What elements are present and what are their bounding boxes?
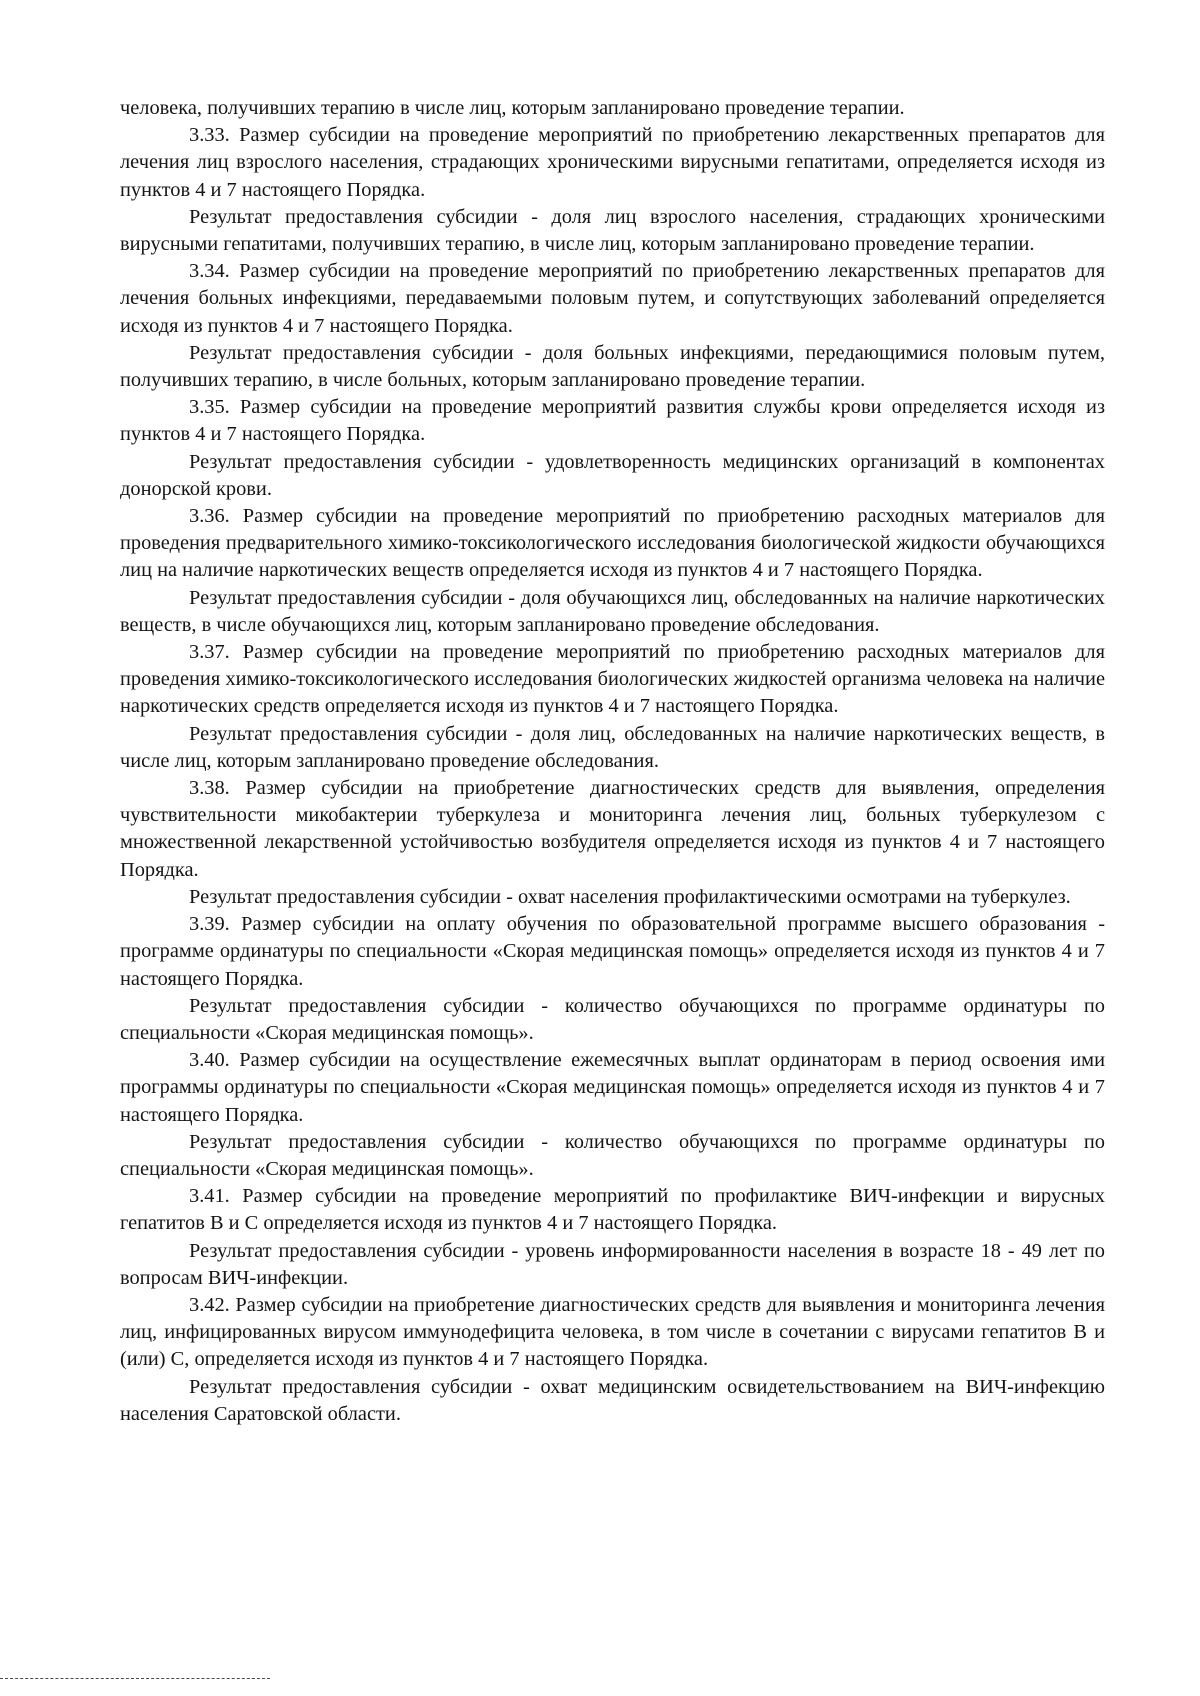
- paragraph-3-39-result: Результат предоставления субсидии - количество обучающихся по программе ординатуры по специальности «Скорая медицинская помощь».: [120, 994, 1105, 1044]
- document-body: [120, 95, 1105, 1428]
- paragraph-3-36: 3.36. Размер субсидии на проведение мероприятий по приобретению расходных материалов для проведения предварительного химико-токсикологического исследования биологической жидкости обучающихся лиц на наличие наркотических веществ определяется исходя из пунктов 4 и 7 настоящего Порядка.: [120, 505, 1105, 582]
- paragraph-3-38-result: Результат предоставления субсидии - охват населения профилактическими осмотрами на туберкулез.: [189, 885, 1071, 908]
- paragraph-3-41-result: Результат предоставления субсидии - уровень информированности населения в возрасте 18 - 49 лет по вопросам ВИЧ-инфекции.: [120, 1239, 1105, 1289]
- paragraph-3-33-result: Результат предоставления субсидии - доля лиц взрослого населения, страдающих хроническими вирусными гепатитами, получивших терапию, в числе лиц, которым запланировано проведение терапии.: [120, 205, 1105, 256]
- paragraph-3-37: 3.37. Размер субсидии на проведение мероприятий по приобретению расходных материалов для проведения химико-токсикологического исследования биологических жидкостей организма человека на наличие наркотических средств определяется исходя из пунктов 4 и 7 настоящего Порядка.: [120, 641, 1105, 718]
- paragraph-3-35-result: Результат предоставления субсидии - удовлетворенность медицинских организаций в компонентах донорской крови.: [120, 450, 1105, 500]
- paragraph-3-41: 3.41. Размер субсидии на проведение мероприятий по профилактике ВИЧ-инфекции и вирусных гепатитов В и С определяется исходя из пунктов 4 и 7 настоящего Порядка.: [120, 1185, 1105, 1235]
- paragraph-3-36-result: Результат предоставления субсидии - доля обучающихся лиц, обследованных на наличие наркотических веществ, в числе обучающихся лиц, которым запланировано проведение обследования.: [120, 586, 1105, 636]
- paragraph-3-35: 3.35. Размер субсидии на проведение мероприятий развития службы крови определяется исходя из пунктов 4 и 7 настоящего Порядка.: [120, 396, 1105, 446]
- paragraph-3-38: 3.38. Размер субсидии на приобретение диагностических средств для выявления, определения чувствительности микобактерии туберкулеза и мониторинга лечения лиц, больных туберкулезом с множественной лекарственной устойчивостью возбудителя определяется исходя из пунктов 4 и 7 настоящего Порядка.: [120, 777, 1105, 881]
- paragraph-3-34-result: Результат предоставления субсидии - доля больных инфекциями, передающимися половым путем, получивших терапию, в числе больных, которым запланировано проведение терапии.: [120, 341, 1105, 392]
- paragraph-3-39: 3.39. Размер субсидии на оплату обучения по образовательной программе высшего образования - программе ординатуры по специальности «Скорая медицинская помощь» определяется исходя из пунктов 4 и 7 настоящего Порядка.: [120, 913, 1105, 990]
- paragraph-3-40: 3.40. Размер субсидии на осуществление ежемесячных выплат ординаторам в период освоения ими программы ординатуры по специальности «Скорая медицинская помощь» определяется исходя из пунктов 4 и 7 настоящего Порядка.: [120, 1049, 1105, 1126]
- paragraph-3-33: 3.33. Размер субсидии на проведение мероприятий по приобретению лекарственных препаратов для лечения лиц взрослого населения, страдающих хроническими вирусными гепатитами, определяется исходя из пунктов 4 и 7 настоящего Порядка.: [120, 124, 1105, 201]
- paragraph-3-42-result: Результат предоставления субсидии - охват медицинским освидетельствованием на ВИЧ-инфекцию населения Саратовской области.: [120, 1375, 1105, 1425]
- paragraph-3-40-result: Результат предоставления субсидии - количество обучающихся по программе ординатуры по специальности «Скорая медицинская помощь».: [120, 1130, 1105, 1180]
- paragraph-continuation: человека, получивших терапию в числе лиц, которым запланировано проведение терапии.: [120, 97, 905, 119]
- paragraph-3-37-result: Результат предоставления субсидии - доля лиц, обследованных на наличие наркотических веществ, в числе лиц, которым запланировано проведение обследования.: [120, 722, 1105, 772]
- paragraph-3-42: 3.42. Размер субсидии на приобретение диагностических средств для выявления и мониторинга лечения лиц, инфицированных вирусом иммунодефицита человека, в том числе в сочетании с вирусами гепатитов В и (или) С, определяется исходя из пунктов 4 и 7 настоящего Порядка.: [120, 1293, 1105, 1371]
- footer-rule: [0, 1678, 270, 1679]
- paragraph-3-34: 3.34. Размер субсидии на проведение мероприятий по приобретению лекарственных препаратов для лечения больных инфекциями, передаваемыми половым путем, и сопутствующих заболеваний определяется исходя из пунктов 4 и 7 настоящего Порядка.: [120, 260, 1105, 337]
